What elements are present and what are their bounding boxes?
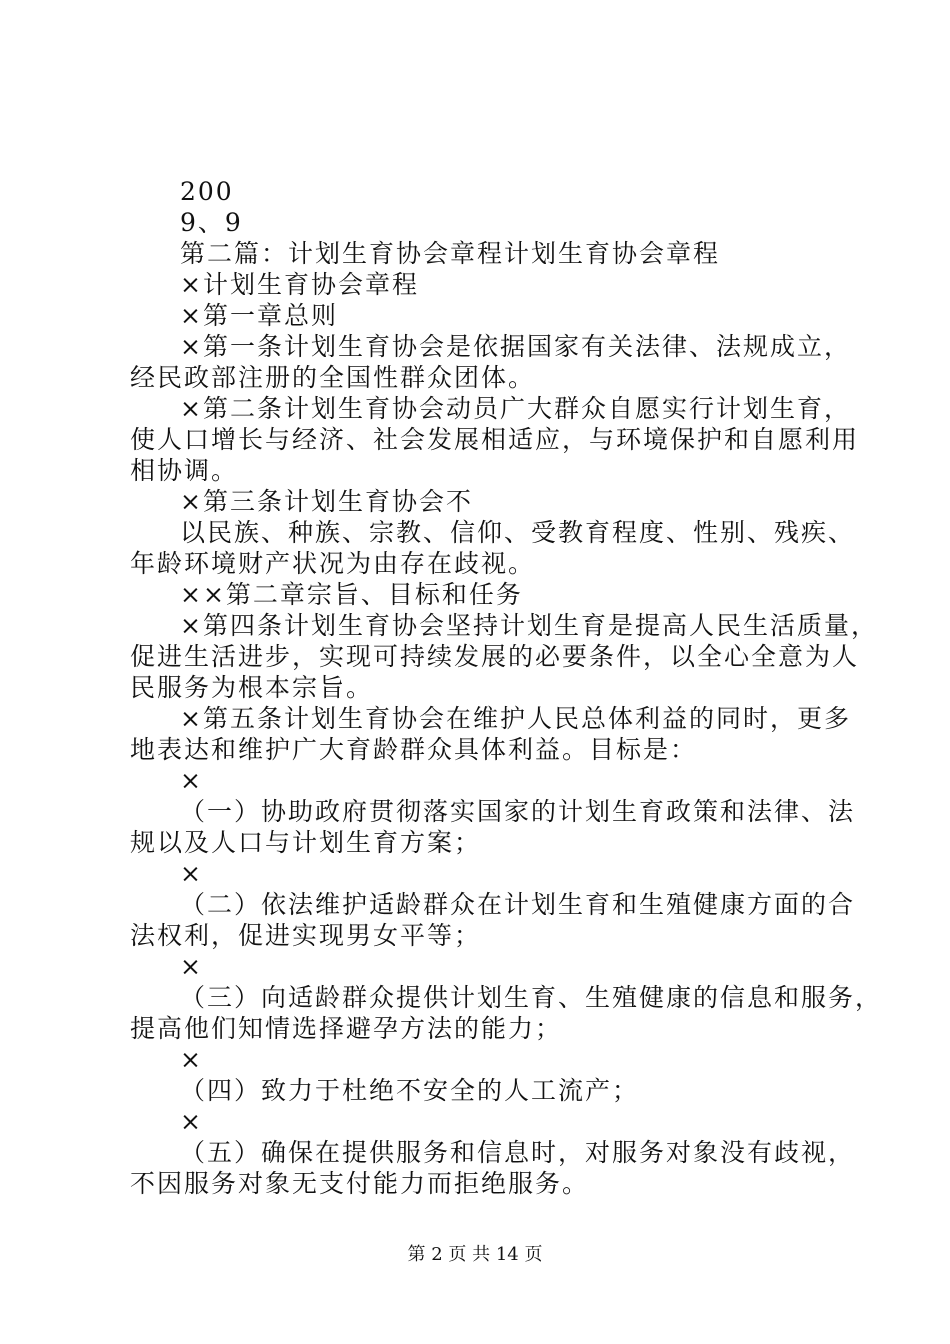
goal-2: （二）依法维护适龄群众在计划生育和生殖健康方面的合 (180, 890, 856, 919)
text-line-year: 200 (180, 177, 234, 206)
marker-line: × (180, 859, 203, 888)
article-3-cont-2: 年龄环境财产状况为由存在歧视。 (130, 549, 536, 578)
marker-line: × (180, 1107, 203, 1136)
chapter-heading-2: ××第二章宗旨、目标和任务 (180, 580, 523, 609)
article-3: ×第三条计划生育协会不 (180, 487, 473, 516)
goal-1-cont: 规以及人口与计划生育方案； (130, 828, 482, 857)
article-2-cont-2: 相协调。 (130, 456, 239, 485)
article-1: ×第一条计划生育协会是依据国家有关法律、法规成立， (180, 332, 851, 361)
document-body (130, 176, 883, 1199)
section-title: 第二篇：计划生育协会章程计划生育协会章程 (180, 239, 721, 268)
goal-5-cont: 不因服务对象无支付能力而拒绝服务。 (130, 1169, 590, 1198)
marker-line: × (180, 952, 203, 981)
marker-line: × (180, 1045, 203, 1074)
article-4: ×第四条计划生育协会坚持计划生育是提高人民生活质量， (180, 611, 878, 640)
article-3-cont-1: 以民族、种族、宗教、信仰、受教育程度、性别、残疾、 (180, 518, 856, 547)
goal-5: （五）确保在提供服务和信息时，对服务对象没有歧视， (180, 1138, 856, 1167)
chapter-heading-1: ×第一章总则 (180, 301, 338, 330)
goal-1: （一）协助政府贯彻落实国家的计划生育政策和法律、法 (180, 797, 856, 826)
charter-title: ×计划生育协会章程 (180, 270, 419, 299)
article-4-cont-1: 促进生活进步，实现可持续发展的必要条件，以全心全意为人 (130, 642, 860, 671)
goal-3: （三）向适龄群众提供计划生育、生殖健康的信息和服务， (180, 983, 883, 1012)
article-5: ×第五条计划生育协会在维护人民总体利益的同时，更多 (180, 704, 851, 733)
page-number-footer: 第 2 页 共 14 页 (407, 1244, 543, 1265)
article-2-cont-1: 使人口增长与经济、社会发展相适应，与环境保护和自愿利用 (130, 425, 860, 454)
goal-3-cont: 提高他们知情选择避孕方法的能力； (130, 1014, 563, 1043)
article-1-cont: 经民政部注册的全国性群众团体。 (130, 363, 536, 392)
goal-4: （四）致力于杜绝不安全的人工流产； (180, 1076, 640, 1105)
goal-2-cont: 法权利，促进实现男女平等； (130, 921, 482, 950)
article-4-cont-2: 民服务为根本宗旨。 (130, 673, 374, 702)
article-5-cont: 地表达和维护广大育龄群众具体利益。目标是： (130, 735, 698, 764)
marker-line: × (180, 766, 203, 795)
text-line-date: 9、9 (180, 208, 243, 237)
article-2: ×第二条计划生育协会动员广大群众自愿实行计划生育， (180, 394, 851, 423)
